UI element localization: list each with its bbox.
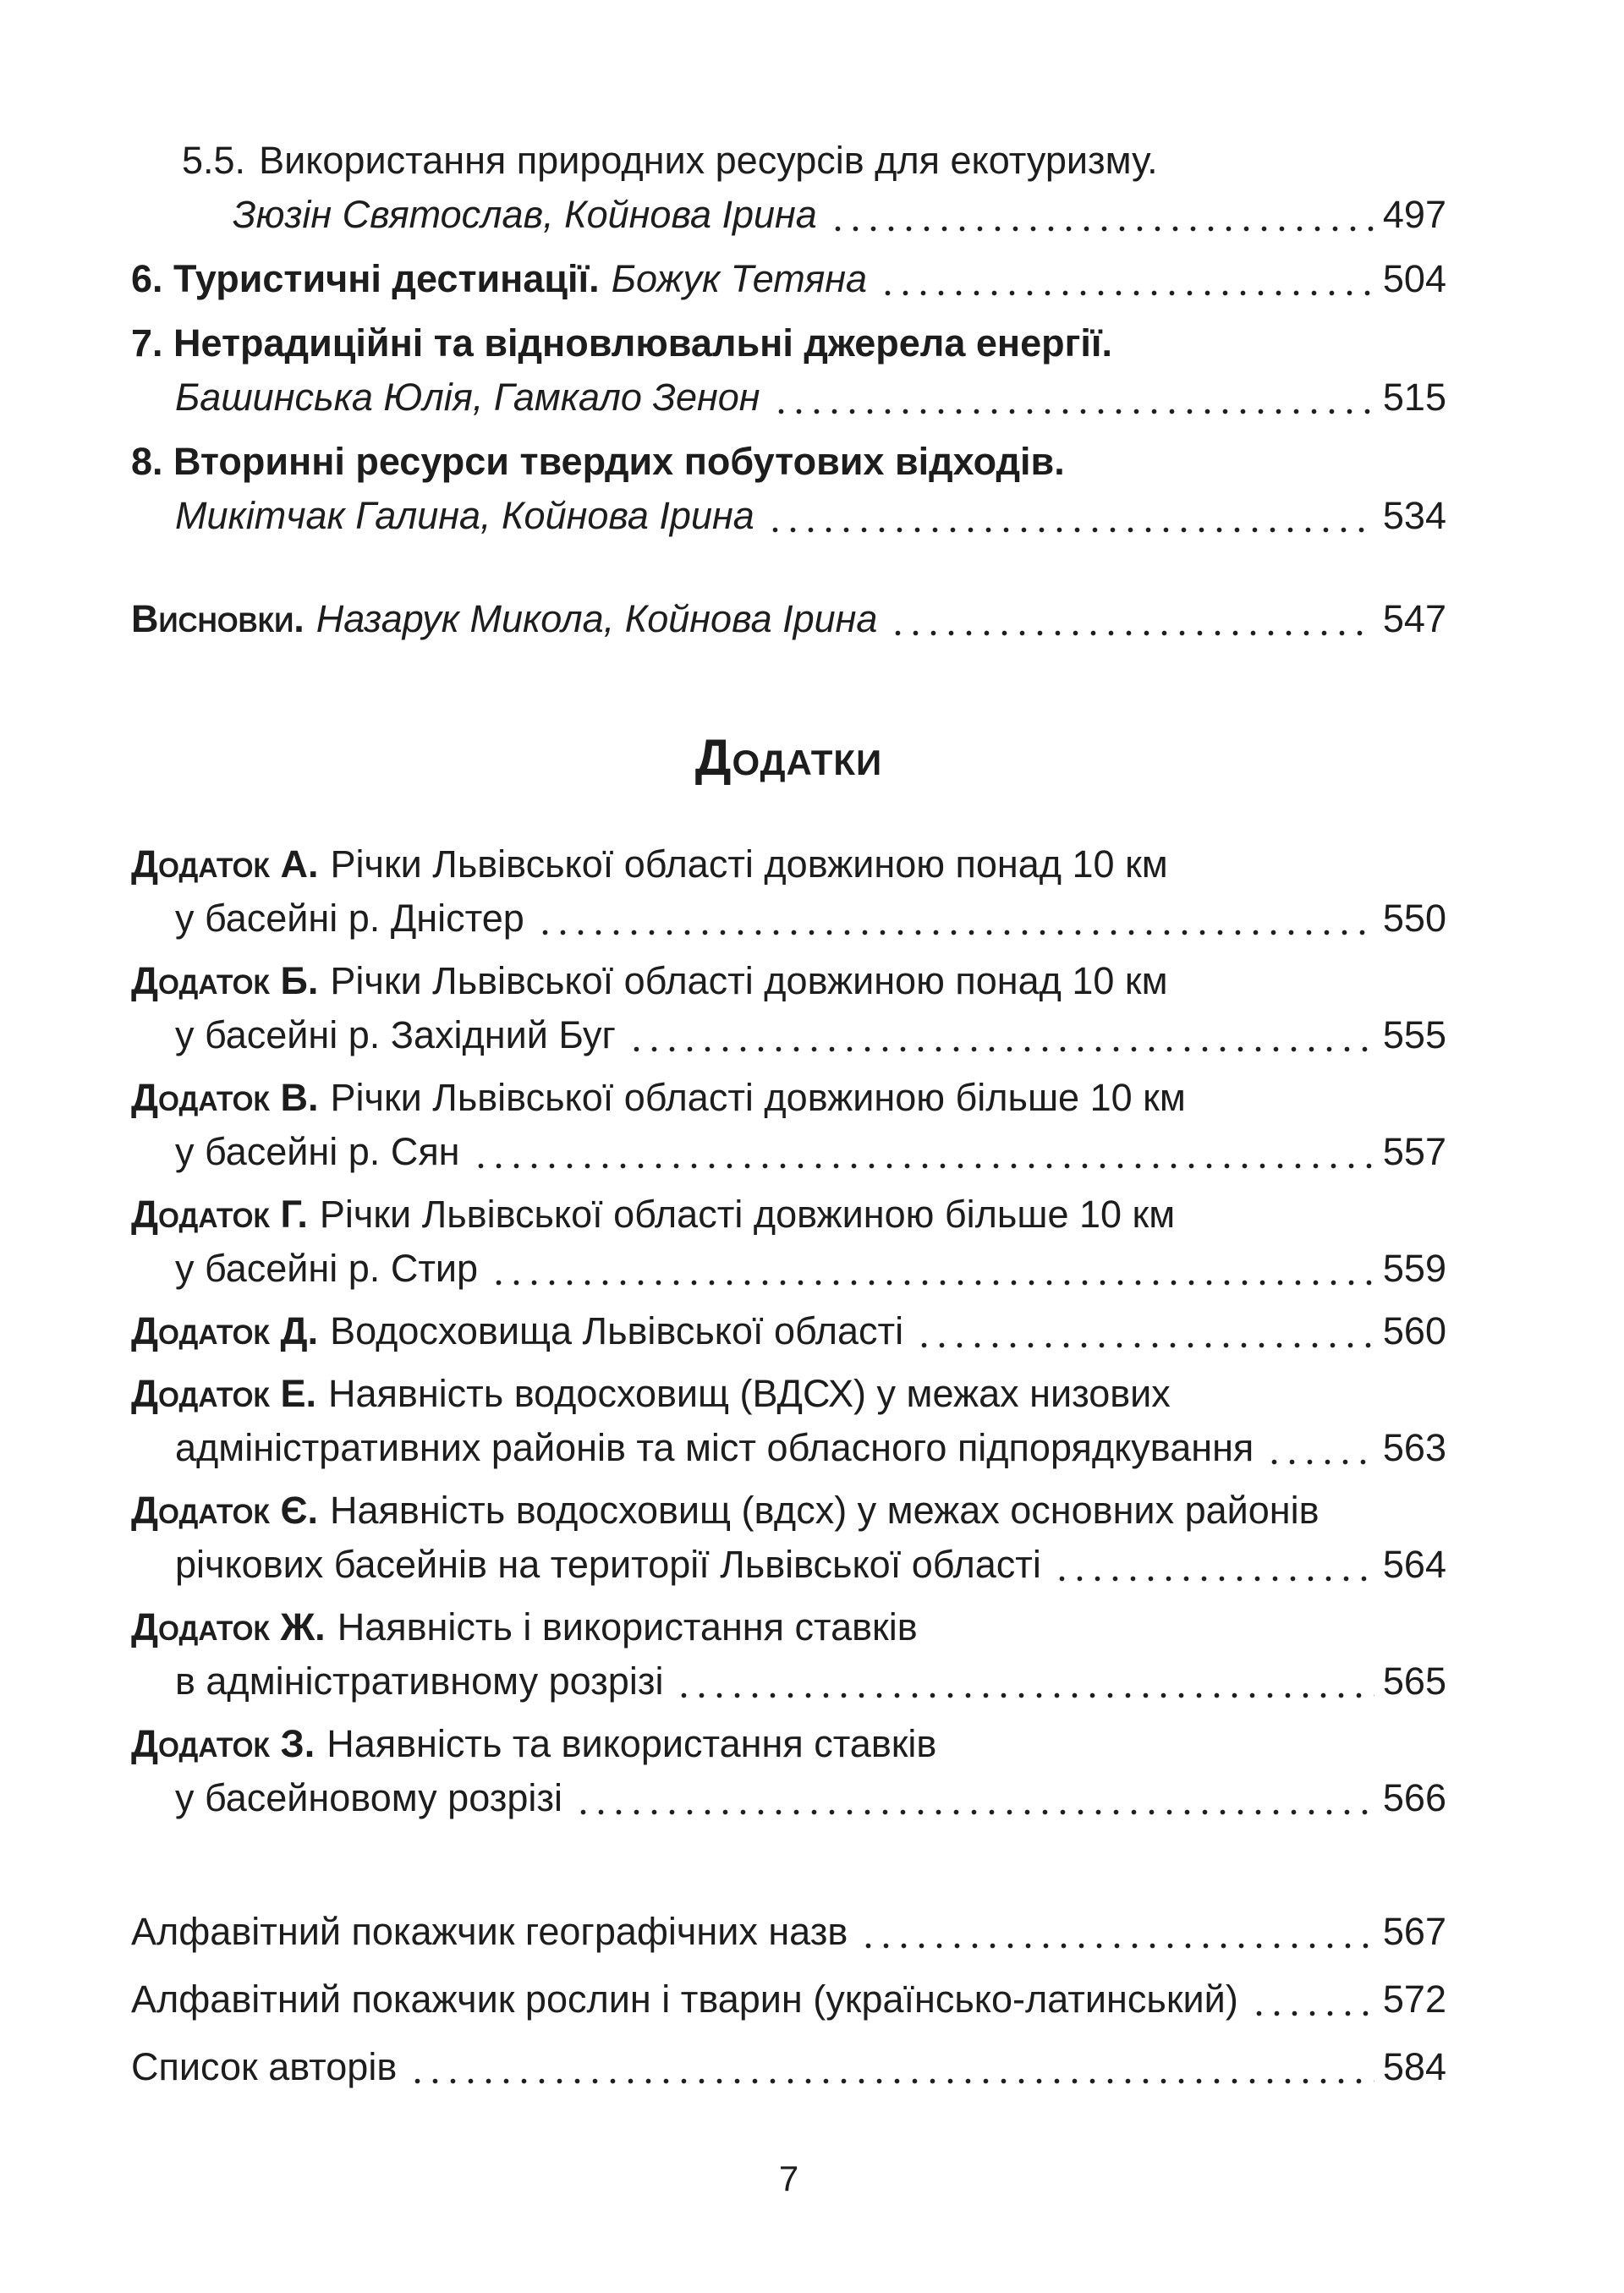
entry-title: Висновки. [131,597,304,640]
entry-continuation-line [131,1242,1446,1296]
entry-continuation-line [131,891,1446,946]
entry-continuation-line [131,1421,1446,1475]
appendix-entry-e [131,1367,1446,1475]
page-number: 7 [778,2159,799,2198]
entry-title: Список авторів [131,2045,398,2088]
appendix-title: Річки Львівської області довжиною понад 10 км [330,842,1168,886]
entry-title-line [131,134,1446,188]
appendix-label: Додаток Б. [131,959,319,1002]
appendix-title-continued: в адміністративному розрізі [175,1659,664,1703]
dot-leader [1265,1459,1374,1465]
entry-continuation-line [131,1771,1446,1825]
dot-leader [675,1692,1374,1698]
appendix-label: Додаток Г. [131,1193,308,1236]
page-footer [131,2153,1446,2204]
page-ref: 534 [1382,494,1446,537]
dot-leader [772,409,1374,414]
entry-title-line [131,1717,1446,1771]
appendix-title: Наявність і використання ставків [337,1605,918,1648]
page-ref: 557 [1382,1130,1446,1173]
entry-authors-line [131,370,1446,425]
appendix-label: Додаток А. [131,842,319,886]
entry-title: 7. Нетрадиційні та відновлювальні джерела енергії. [131,321,1113,365]
page-ref: 564 [1382,1543,1446,1586]
appendix-title: Річки Львівської області довжиною більше 10 км [319,1193,1176,1236]
appendix-title-continued: у басейні р. Сян [175,1130,460,1173]
entry-title-line [131,1484,1446,1538]
appendix-entry-z [131,1717,1446,1825]
appendix-title-continued: адміністративних районів та міст обласного підпорядкування [175,1426,1254,1469]
appendix-title: Наявність водосховищ (вдсх) у межах основних районів [330,1489,1320,1532]
page-ref: 547 [1382,597,1446,640]
entry-authors: Божук Тетяна [611,257,868,300]
entry-title: Алфавітний покажчик рослин і тварин (українсько-латинський) [131,1978,1238,2021]
appendix-label: Додаток Ж. [131,1605,326,1648]
back-matter-entry-species-index [131,1972,1446,2027]
appendix-label: Додаток Е. [131,1372,317,1415]
entry-title-line [131,592,1446,646]
entry-authors: Зюзін Святослав, Койнова Ірина [233,193,817,236]
page-ref: 504 [1382,257,1446,300]
dot-leader [1250,2010,1374,2016]
back-matter-entry-geo-index [131,1905,1446,1959]
appendix-label: Додаток В. [131,1076,319,1119]
appendix-title-continued: у басейні р. Дністер [175,897,524,940]
entry-continuation-line [131,1008,1446,1062]
appendix-entry-g [131,1188,1446,1296]
dot-leader [766,527,1374,533]
appendix-entry-zh [131,1600,1446,1709]
entry-title-line [131,1600,1446,1654]
appendix-title: Наявність та використання ставків [326,1722,937,1765]
appendix-title: Наявність водосховищ (ВДСХ) у межах низових [328,1372,1171,1415]
appendix-label: Додаток Д. [131,1309,319,1352]
toc-entry-6 [131,252,1446,306]
appendix-title: Річки Львівської області довжиною більше 10 км [330,1076,1186,1119]
page-ref: 560 [1382,1309,1446,1352]
page-ref: 550 [1382,897,1446,940]
appendix-title: Річки Львівської області довжиною понад 10 км [330,959,1168,1002]
appendix-title-continued: річкових басейнів на території Львівської області [175,1543,1041,1586]
entry-title-line [131,1188,1446,1242]
entry-title-line [131,1071,1446,1125]
entry-title-line [131,837,1446,891]
page-ref: 567 [1382,1910,1446,1953]
appendices-heading: Додатки [694,729,883,786]
entry-continuation-line [131,1538,1446,1592]
entry-title-line [131,1304,1446,1358]
appendix-title-continued: у басейні р. Стир [175,1247,479,1290]
entry-authors: Микітчак Галина, Койнова Ірина [175,494,754,537]
page-ref: 515 [1382,376,1446,419]
entry-title-line [131,954,1446,1008]
toc-entry-7 [131,316,1446,425]
dot-leader [536,930,1374,935]
appendix-entry-v [131,1071,1446,1179]
entry-authors-line [131,489,1446,543]
dot-leader [915,1342,1374,1348]
page-ref: 566 [1382,1776,1446,1819]
page-ref: 572 [1382,1978,1446,2021]
appendix-entry-a [131,837,1446,946]
back-matter-section [131,1905,1446,2094]
appendix-title-continued: у басейні р. Західний Буг [175,1013,616,1056]
page-ref: 584 [1382,2045,1446,2088]
entry-title-line [131,435,1446,489]
entry-title: 6. Туристичні дестинації. [131,257,600,300]
dot-leader [409,2078,1374,2084]
dot-leader [829,226,1374,232]
entry-continuation-line [131,1125,1446,1179]
entry-continuation-line [131,1654,1446,1709]
page-ref: 497 [1382,193,1446,236]
appendix-entry-d [131,1304,1446,1358]
dot-leader [859,1943,1374,1949]
entry-authors: Назарук Микола, Койнова Ірина [315,597,878,640]
page-ref: 565 [1382,1659,1446,1703]
toc-entry-8 [131,435,1446,543]
entry-title: Алфавітний покажчик географічних назв [131,1910,848,1953]
entry-number: 5.5. [182,139,246,182]
dot-leader [628,1046,1374,1052]
dot-leader [472,1163,1374,1169]
appendix-entry-b [131,954,1446,1062]
appendix-label: Додаток З. [131,1722,315,1765]
entry-title-line [131,252,1446,306]
toc-entry-conclusions [131,592,1446,646]
appendix-title: Водосховища Львівської області [330,1309,904,1352]
entry-title-line [131,1367,1446,1421]
toc-entry-5-5 [131,134,1446,242]
dot-leader [889,630,1374,636]
appendix-entry-ye [131,1484,1446,1592]
entry-title-line [131,316,1446,370]
dot-leader [879,290,1374,296]
dot-leader [490,1280,1374,1286]
dot-leader [574,1809,1374,1815]
appendix-title-continued: у басейновому розрізі [175,1776,563,1819]
page-ref: 555 [1382,1013,1446,1056]
entry-authors: Башинська Юлія, Гамкало Зенон [175,376,760,419]
entry-authors-line [131,188,1446,242]
entry-title: 8. Вторинні ресурси твердих побутових відходів. [131,440,1065,483]
entry-title: Використання природних ресурсів для екотуризму. [259,139,1158,182]
back-matter-entry-authors-list [131,2040,1446,2094]
dot-leader [1053,1576,1374,1582]
appendix-label: Додаток Є. [131,1489,319,1532]
page-ref: 563 [1382,1426,1446,1469]
page-ref: 559 [1382,1247,1446,1290]
